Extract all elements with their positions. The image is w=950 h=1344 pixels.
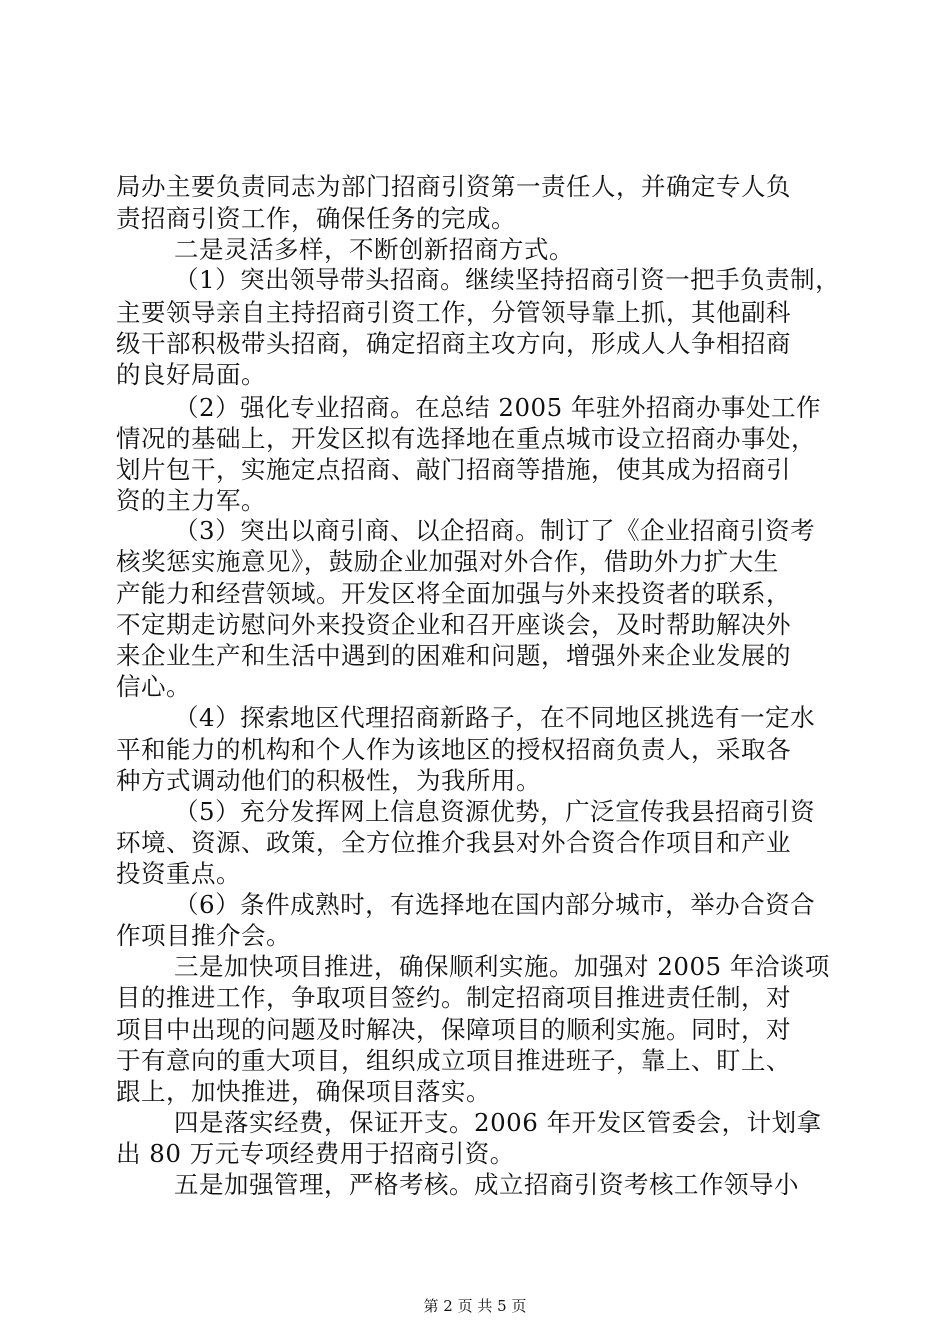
text-line: （5）充分发挥网上信息资源优势，广泛宣传我县招商引资 [174, 797, 816, 826]
text-line: 产能力和经营领域。开发区将全面加强与外来投资者的联系， [116, 579, 791, 608]
text-line: 核奖惩实施意见》，鼓励企业加强对外合作，借助外力扩大生 [116, 547, 779, 576]
page-number-footer: 第 2 页 共 5 页 [423, 1297, 527, 1315]
text-line: 不定期走访慰问外来投资企业和召开座谈会，及时帮助解决外 [116, 610, 791, 639]
text-line: 平和能力的机构和个人作为该地区的授权招商负责人，采取各 [116, 735, 791, 764]
text-line: 项目中出现的问题及时解决，保障项目的顺利实施。同时，对 [116, 1015, 791, 1044]
text-line: 四是落实经费，保证开支。2006 年开发区管委会，计划拿 [174, 1108, 822, 1137]
text-line: （3）突出以商引商、以企招商。制订了《企业招商引资考 [174, 516, 816, 545]
text-line: 跟上，加快推进，确保项目落实。 [116, 1077, 491, 1106]
text-line: 环境、资源、政策，全方位推介我县对外合资合作项目和产业 [116, 828, 791, 857]
text-line: 责招商引资工作，确保任务的完成。 [116, 204, 516, 233]
text-line: 的良好局面。 [116, 360, 266, 389]
text-line: 资的主力军。 [116, 486, 266, 515]
text-line: 三是加快项目推进，确保顺利实施。加强对 2005 年洽谈项 [174, 952, 830, 981]
text-line: 主要领导亲自主持招商引资工作，分管领导靠上抓，其他副科 [116, 298, 791, 327]
text-line: 划片包干，实施定点招商、敲门招商等措施，使其成为招商引 [116, 455, 791, 484]
text-line: （6）条件成熟时，有选择地在国内部分城市，举办合资合 [174, 890, 816, 919]
section-heading-line: 二是灵活多样，不断创新招商方式。 [174, 235, 574, 264]
text-line: （4）探索地区代理招商新路子，在不同地区挑选有一定水 [174, 703, 816, 732]
text-line: 作项目推介会。 [116, 921, 291, 950]
text-line: 出 80 万元专项经费用于招商引资。 [116, 1139, 515, 1168]
text-line: 五是加强管理，严格考核。成立招商引资考核工作领导小 [174, 1170, 799, 1199]
text-line: 种方式调动他们的积极性，为我所用。 [116, 766, 541, 795]
text-line: 局办主要负责同志为部门招商引资第一责任人，并确定专人负 [116, 172, 791, 201]
text-line: （1）突出领导带头招商。继续坚持招商引资一把手负责制， [174, 265, 841, 294]
text-line: 目的推进工作，争取项目签约。制定招商项目推进责任制，对 [116, 983, 791, 1012]
text-line: 情况的基础上，开发区拟有选择地在重点城市设立招商办事处， [116, 424, 816, 453]
text-line: 投资重点。 [116, 859, 241, 888]
text-line: 于有意向的重大项目，组织成立项目推进班子，靠上、盯上、 [116, 1046, 791, 1075]
text-line: 来企业生产和生活中遇到的困难和问题，增强外来企业发展的 [116, 641, 791, 670]
text-line: 信心。 [116, 672, 191, 701]
text-line: （2）强化专业招商。在总结 2005 年驻外招商办事处工作 [174, 393, 822, 422]
text-line: 级干部积极带头招商，确定招商主攻方向，形成人人争相招商 [116, 329, 791, 358]
